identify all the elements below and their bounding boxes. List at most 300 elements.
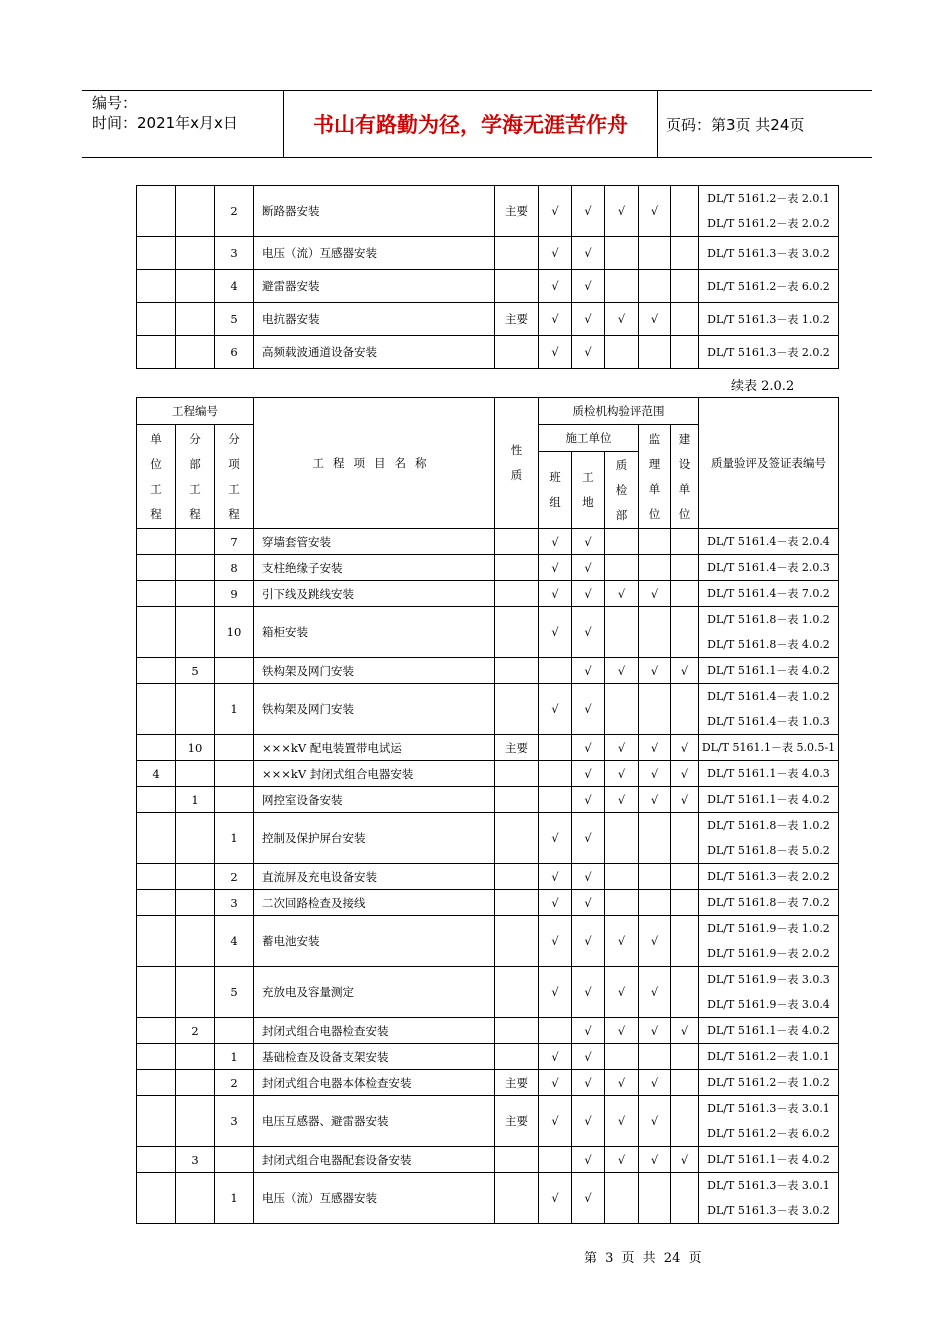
unit-cell [137,607,176,658]
item-cell: 4 [215,916,254,967]
name-cell: 铁构架及网门安装 [254,658,495,684]
nature-cell [495,555,539,581]
unit-cell [137,813,176,864]
table-row [137,890,839,916]
division-cell [176,967,215,1018]
qc-dept-cell: √ [605,658,639,684]
form-code-cell [699,1147,839,1173]
owner-cell [671,916,699,967]
team-cell: √ [539,1173,572,1224]
header-qc-dept [605,452,639,529]
supervision-cell [639,237,671,270]
owner-cell: √ [671,787,699,813]
page-header [82,90,872,158]
header-project-no: 工程编号 [137,398,254,425]
site-cell: √ [572,890,605,916]
supervision-cell [639,270,671,303]
unit-cell [137,787,176,813]
header-unit-text: 单 位 工 程 [150,431,162,521]
team-cell: √ [539,529,572,555]
division-cell: 1 [176,787,215,813]
form-code: DL/T 5161.3－表 3.0.1 [707,1179,830,1192]
supervision-cell: √ [639,967,671,1018]
unit-cell [137,303,176,336]
nature-cell [495,864,539,890]
document-number-label: 编号： [92,94,138,112]
division-cell [176,270,215,303]
table-row [137,967,839,1018]
owner-cell [671,864,699,890]
header-site-text: 工 地 [582,470,594,509]
unit-cell [137,1096,176,1147]
nature-cell [495,529,539,555]
site-cell: √ [572,1044,605,1070]
site-cell: √ [572,967,605,1018]
item-cell: 3 [215,890,254,916]
table-row [137,658,839,684]
form-code-cell [699,761,839,787]
form-code: DL/T 5161.2－表 6.0.2 [707,1127,830,1140]
header-division-text: 分 部 工 程 [189,431,201,521]
nature-cell [495,787,539,813]
form-code-cell [699,1173,839,1224]
item-cell [215,735,254,761]
name-cell: 箱柜安装 [254,607,495,658]
site-cell: √ [572,864,605,890]
name-cell: 封闭式组合电器本体检查安装 [254,1070,495,1096]
form-code-cell [699,916,839,967]
owner-cell [671,270,699,303]
name-cell: 断路器安装 [254,186,495,237]
unit-cell [137,581,176,607]
supervision-cell [639,555,671,581]
site-cell: √ [572,186,605,237]
form-code: DL/T 5161.2－表 2.0.1 [707,192,830,205]
qc-dept-cell [605,1173,639,1224]
site-cell: √ [572,1173,605,1224]
supervision-cell [639,1173,671,1224]
form-code: DL/T 5161.9－表 3.0.3 [707,973,830,986]
owner-cell: √ [671,761,699,787]
team-cell [539,1147,572,1173]
form-code-cell [699,1018,839,1044]
item-cell [215,658,254,684]
site-cell: √ [572,529,605,555]
qc-dept-cell [605,890,639,916]
form-code: DL/T 5161.3－表 1.0.2 [707,312,830,326]
site-cell: √ [572,1147,605,1173]
form-code-cell [699,237,839,270]
table-top-continuation [136,185,839,369]
supervision-cell [639,890,671,916]
site-cell: √ [572,581,605,607]
item-cell: 3 [215,1096,254,1147]
item-cell: 1 [215,813,254,864]
qc-dept-cell [605,684,639,735]
owner-cell: √ [671,1147,699,1173]
form-code: DL/T 5161.2－表 6.0.2 [707,279,830,293]
name-cell: 基础检查及设备支架安装 [254,1044,495,1070]
item-cell: 7 [215,529,254,555]
site-cell: √ [572,555,605,581]
form-code: DL/T 5161.8－表 1.0.2 [707,613,830,626]
supervision-cell: √ [639,1070,671,1096]
site-cell: √ [572,735,605,761]
qc-dept-cell [605,1044,639,1070]
form-code-cell [699,864,839,890]
header-construction-unit: 施工单位 [539,425,639,452]
table-row [137,864,839,890]
team-cell: √ [539,1070,572,1096]
nature-cell [495,1018,539,1044]
item-cell: 9 [215,581,254,607]
unit-cell [137,529,176,555]
owner-cell [671,336,699,369]
item-cell: 5 [215,303,254,336]
form-code-cell [699,270,839,303]
owner-cell [671,237,699,270]
table-row [137,1070,839,1096]
item-cell [215,787,254,813]
unit-cell [137,735,176,761]
table-row [137,1018,839,1044]
item-cell: 1 [215,684,254,735]
form-code-cell [699,1044,839,1070]
table-row [137,1096,839,1147]
supervision-cell: √ [639,1147,671,1173]
unit-cell [137,658,176,684]
nature-cell [495,336,539,369]
form-code: DL/T 5161.3－表 3.0.1 [707,1102,830,1115]
supervision-cell: √ [639,1096,671,1147]
item-cell: 5 [215,967,254,1018]
form-code-cell [699,684,839,735]
site-cell: √ [572,1070,605,1096]
header-project-name: 工程项目名称 [254,398,495,529]
table-row [137,336,839,369]
form-code: DL/T 5161.1－表 4.0.2 [707,793,830,806]
header-item [215,425,254,529]
team-cell: √ [539,1044,572,1070]
form-code: DL/T 5161.8－表 4.0.2 [707,638,830,651]
table-row [137,684,839,735]
unit-cell [137,684,176,735]
table-row [137,186,839,237]
header-qc-scope: 质检机构验评范围 [539,398,699,425]
table-row [137,1044,839,1070]
nature-cell [495,1044,539,1070]
unit-cell [137,555,176,581]
form-code-cell [699,303,839,336]
division-cell [176,555,215,581]
name-cell: 引下线及跳线安装 [254,581,495,607]
form-code-cell [699,787,839,813]
division-cell [176,761,215,787]
team-cell: √ [539,270,572,303]
owner-cell: √ [671,1018,699,1044]
form-code-cell [699,186,839,237]
division-cell: 2 [176,1018,215,1044]
owner-cell [671,607,699,658]
header-team [539,452,572,529]
qc-dept-cell: √ [605,1096,639,1147]
division-cell: 5 [176,658,215,684]
form-code: DL/T 5161.2－表 1.0.1 [707,1050,830,1063]
supervision-cell: √ [639,735,671,761]
qc-dept-cell: √ [605,967,639,1018]
name-cell: 电压互感器、避雷器安装 [254,1096,495,1147]
division-cell [176,1096,215,1147]
unit-cell [137,1044,176,1070]
nature-cell [495,1147,539,1173]
page-footer: 第 3 页 共 24 页 [584,1251,702,1266]
owner-cell [671,1173,699,1224]
form-code-cell [699,555,839,581]
nature-cell [495,658,539,684]
division-cell [176,581,215,607]
division-cell: 10 [176,735,215,761]
qc-dept-cell [605,336,639,369]
owner-cell [671,967,699,1018]
owner-cell [671,529,699,555]
form-code: DL/T 5161.3－表 2.0.2 [707,870,830,883]
qc-dept-cell: √ [605,761,639,787]
name-cell: 穿墙套管安装 [254,529,495,555]
site-cell: √ [572,336,605,369]
supervision-cell [639,1044,671,1070]
continued-table-label: 续表 2.0.2 [731,379,795,394]
nature-cell: 主要 [495,1070,539,1096]
form-code-cell [699,581,839,607]
unit-cell [137,864,176,890]
division-cell [176,813,215,864]
name-cell: 电抗器安装 [254,303,495,336]
nature-cell: 主要 [495,186,539,237]
header-owner [671,425,699,529]
owner-cell [671,1096,699,1147]
form-code: DL/T 5161.4－表 2.0.4 [707,535,830,548]
form-code: DL/T 5161.3－表 3.0.2 [707,246,830,260]
header-page-info: 页码：第3页 共24页 [657,91,872,157]
division-cell [176,1173,215,1224]
name-cell: 封闭式组合电器配套设备安装 [254,1147,495,1173]
form-code-cell [699,1096,839,1147]
table-row [137,270,839,303]
owner-cell [671,684,699,735]
name-cell: 铁构架及网门安装 [254,684,495,735]
table-row [137,787,839,813]
qc-dept-cell: √ [605,787,639,813]
name-cell: 直流屏及充电设备安装 [254,864,495,890]
unit-cell [137,270,176,303]
owner-cell: √ [671,735,699,761]
unit-cell [137,890,176,916]
division-cell [176,607,215,658]
item-cell: 10 [215,607,254,658]
item-cell: 2 [215,1070,254,1096]
supervision-cell: √ [639,1018,671,1044]
name-cell: 网控室设备安装 [254,787,495,813]
qc-dept-cell [605,270,639,303]
item-cell: 8 [215,555,254,581]
form-code: DL/T 5161.4－表 1.0.3 [707,715,830,728]
team-cell: √ [539,581,572,607]
header-motto: 书山有路勤为径，学海无涯苦作舟 [313,113,628,137]
header-site [572,452,605,529]
site-cell: √ [572,1096,605,1147]
item-cell: 6 [215,336,254,369]
header-nature-text: 性 质 [510,443,523,482]
name-cell: 封闭式组合电器检查安装 [254,1018,495,1044]
header-supervision-text: 监 理 单 位 [648,431,661,521]
form-code: DL/T 5161.9－表 3.0.4 [707,998,830,1011]
header-item-text: 分 项 工 程 [228,431,240,521]
form-code: DL/T 5161.3－表 2.0.2 [707,345,830,359]
form-code: DL/T 5161.9－表 2.0.2 [707,947,830,960]
form-code: DL/T 5161.8－表 1.0.2 [707,819,830,832]
header-qc-dept-text: 质 检 部 [615,457,628,522]
division-cell: 3 [176,1147,215,1173]
form-code-cell [699,1070,839,1096]
table-row [137,761,839,787]
nature-cell [495,607,539,658]
site-cell: √ [572,237,605,270]
team-cell: √ [539,916,572,967]
item-cell: 1 [215,1173,254,1224]
team-cell: √ [539,864,572,890]
table-row [137,735,839,761]
division-cell [176,916,215,967]
name-cell: 电压（流）互感器安装 [254,1173,495,1224]
name-cell: 高频载波通道设备安装 [254,336,495,369]
item-cell [215,1147,254,1173]
nature-cell [495,967,539,1018]
qc-dept-cell [605,555,639,581]
header-owner-text: 建 设 单 位 [678,431,691,521]
nature-cell [495,270,539,303]
form-code: DL/T 5161.1－表 4.0.2 [707,664,830,677]
unit-cell: 4 [137,761,176,787]
form-code: DL/T 5161.4－表 7.0.2 [707,587,830,600]
nature-cell [495,890,539,916]
owner-cell [671,555,699,581]
qc-dept-cell [605,864,639,890]
form-code: DL/T 5161.8－表 5.0.2 [707,844,830,857]
unit-cell [137,1018,176,1044]
item-cell: 2 [215,186,254,237]
qc-dept-cell: √ [605,186,639,237]
team-cell: √ [539,555,572,581]
team-cell: √ [539,237,572,270]
name-cell: ×××kV 封闭式组合电器安装 [254,761,495,787]
name-cell: ×××kV 配电装置带电试运 [254,735,495,761]
name-cell: 避雷器安装 [254,270,495,303]
qc-dept-cell: √ [605,303,639,336]
site-cell: √ [572,303,605,336]
division-cell [176,303,215,336]
site-cell: √ [572,787,605,813]
qc-dept-cell: √ [605,581,639,607]
form-code: DL/T 5161.3－表 3.0.2 [707,1204,830,1217]
header-form-no: 质量验评及签证表编号 [699,398,839,529]
owner-cell [671,1070,699,1096]
nature-cell [495,813,539,864]
supervision-cell [639,336,671,369]
header-team-text: 班 组 [549,470,561,509]
form-code: DL/T 5161.1－表 4.0.3 [707,767,830,780]
form-code: DL/T 5161.2－表 2.0.2 [707,217,830,230]
table-main [136,397,839,1224]
item-cell: 4 [215,270,254,303]
site-cell: √ [572,813,605,864]
site-cell: √ [572,684,605,735]
form-code: DL/T 5161.9－表 1.0.2 [707,922,830,935]
form-code: DL/T 5161.4－表 1.0.2 [707,690,830,703]
unit-cell [137,916,176,967]
nature-cell: 主要 [495,303,539,336]
nature-cell [495,761,539,787]
qc-dept-cell: √ [605,735,639,761]
team-cell: √ [539,684,572,735]
team-cell: √ [539,303,572,336]
nature-cell [495,237,539,270]
division-cell [176,864,215,890]
form-code: DL/T 5161.2－表 1.0.2 [707,1076,830,1089]
owner-cell [671,813,699,864]
team-cell: √ [539,813,572,864]
table-row [137,813,839,864]
form-code: DL/T 5161.1－表 5.0.5-1 [701,741,836,754]
qc-dept-cell [605,813,639,864]
division-cell [176,529,215,555]
team-cell [539,735,572,761]
team-cell [539,1018,572,1044]
division-cell [176,336,215,369]
unit-cell [137,237,176,270]
table-row [137,1147,839,1173]
table-row [137,916,839,967]
team-cell: √ [539,186,572,237]
nature-cell [495,684,539,735]
item-cell [215,761,254,787]
nature-cell [495,581,539,607]
supervision-cell: √ [639,787,671,813]
table-row [137,237,839,270]
form-code-cell [699,607,839,658]
qc-dept-cell: √ [605,1070,639,1096]
supervision-cell [639,607,671,658]
qc-dept-cell [605,529,639,555]
owner-cell [671,890,699,916]
unit-cell [137,967,176,1018]
supervision-cell [639,529,671,555]
team-cell: √ [539,1096,572,1147]
item-cell [215,1018,254,1044]
supervision-cell [639,684,671,735]
name-cell: 控制及保护屏台安装 [254,813,495,864]
qc-dept-cell: √ [605,1147,639,1173]
qc-dept-cell [605,237,639,270]
form-code-cell [699,336,839,369]
form-code: DL/T 5161.1－表 4.0.2 [707,1024,830,1037]
team-cell: √ [539,890,572,916]
division-cell [176,1070,215,1096]
name-cell: 支柱绝缘子安装 [254,555,495,581]
header-supervision [639,425,671,529]
team-cell: √ [539,607,572,658]
division-cell [176,890,215,916]
site-cell: √ [572,1018,605,1044]
